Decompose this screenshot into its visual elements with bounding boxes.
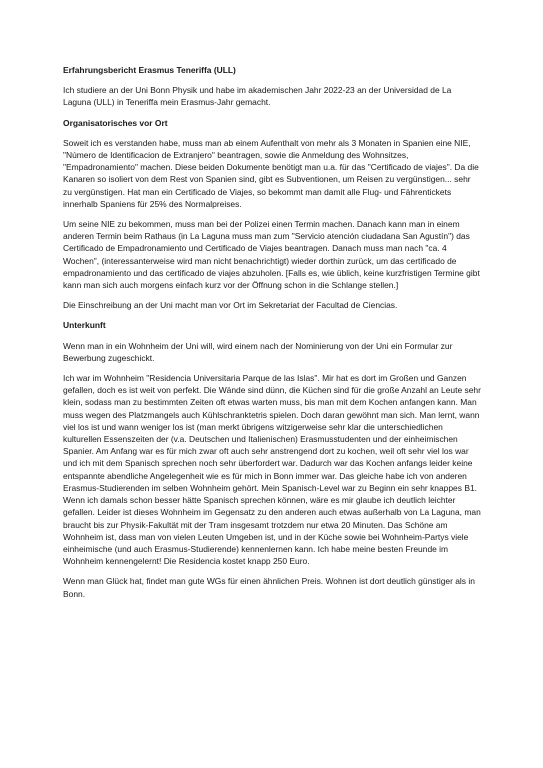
paragraph-nie: Soweit ich es verstanden habe, muss man ab einem Aufenthalt von mehr als 3 Monaten in Spanien eine NIE, "Número de Identificacion de Extranjero" beantragen, sowie die Anmeldung des Wohnsitzes, "Empadronamiento" machen. Diese beiden Dokumente benötigt man u.a. für das "Certificado de viajes". Da die Kanaren so isoliert von dem Rest von Spanien sind, gibt es Subventionen, um Reisen zu vergünstigen... sehr zu vergünstigen. Hat man ein Certificado de Viajes, so bekommt man damit alle Flug- und Fährentickets innerhalb Spaniens für 25% des Normalpreises. bbox=[63, 137, 479, 209]
paragraph-einschreibung: Die Einschreibung an der Uni macht man vor Ort im Sekretariat der Facultad de Ciencias. bbox=[63, 300, 398, 311]
section-heading-unterkunft: Unterkunft bbox=[63, 320, 106, 331]
paragraph-residencia: Ich war im Wohnheim "Residencia Universitaria Parque de las Islas". Mir hat es dort im Großen und Ganzen gefallen, doch es ist weit von perfekt. Die Wände sind dünn, die Küchen sind für die große Anzahl an Leute sehr klein, sodass man zu bestimmten Zeiten oft etwas warten muss, bis man mit dem Kochen anfangen kann. Man muss wegen des Platzmangels auch Kühlschranktetris spielen. Doch daran gewöhnt man sich. Man lernt, wann viel los ist und wann weniger los ist (man merkt übrigens witzigerweise sehr klar die unterschiedlichen kulturellen Essenszeiten der (v.a. Deutschen und Italienischen) Erasmusstudenten und der einheimischen Spanier. Am Anfang war es für mich zwar oft auch sehr anstrengend dort zu kochen, weil oft sehr viel los war und ich mit dem Spanisch sprechen noch sehr überfordert war. Dadurch war das Kochen anfangs leider keine entspannte abendliche Angelegenheit wie es für mich in Bonn immer war. Das gleiche habe ich von anderen Erasmus-Studierenden im selben Wohnheim gehört. Mein Spanisch-Level war zu Beginn ein sehr knappes B1. Wenn ich damals schon besser hätte Spanisch sprechen können, wäre es mir glaube ich deutlich leichter gefallen. Leider ist dieses Wohnheim im Gegensatz zu den anderen auch etwas außerhalb von La Laguna, man braucht bis zur Physik-Fakultät mit der Tram insgesamt trotzdem nur etwa 20 Minuten. Das Schöne am Wohnheim ist, dass man von vielen Leuten Umgeben ist, und in der Küche sowie bei Wohnheim-Partys viele einheimische (und auch Erasmus-Studierende) kennenlernen kann. Ich habe meine besten Freunde im Wohnheim kennengelernt! Die Residencia kostet knapp 250 Euro. bbox=[63, 373, 481, 567]
intro-paragraph: Ich studiere an der Uni Bonn Physik und habe im akademischen Jahr 2022-23 an der Universidad de La Laguna (ULL) in Teneriffa mein Erasmus-Jahr gemacht. bbox=[63, 85, 452, 108]
section-heading-organisatorisches: Organisatorisches vor Ort bbox=[63, 117, 168, 128]
paragraph-termin: Um seine NIE zu bekommen, muss man bei der Polizei einen Termin machen. Danach kann man in einem anderen Termin beim Rathaus (in La Laguna muss man zum "Servicio atención ciudadana San Agustín") das Certificado de Empadronamiento und Certificado de Viajes beantragen. Danach muss man nach "ca. 4 Wochen", (interessanterweise wird man nicht benachrichtigt) wieder dorthin zurück, um das certificado de empadronamiento und das certificado de viajes abzuholen. [Falls es, wie üblich, keine kurzfristigen Termine gibt kann man sich auch morgens einfach kurz vor der Öffnung schon in die Schlange stellen.] bbox=[63, 219, 480, 291]
paragraph-wgs: Wenn man Glück hat, findet man gute WGs für einen ähnlichen Preis. Wohnen ist dort deutlich günstiger als in Bonn. bbox=[63, 576, 475, 599]
paragraph-wohnheim-bewerbung: Wenn man in ein Wohnheim der Uni will, wird einem nach der Nominierung von der Uni ein Formular zur Bewerbung zugeschickt. bbox=[63, 340, 453, 363]
document-title: Erfahrungsbericht Erasmus Teneriffa (ULL) bbox=[63, 65, 236, 75]
